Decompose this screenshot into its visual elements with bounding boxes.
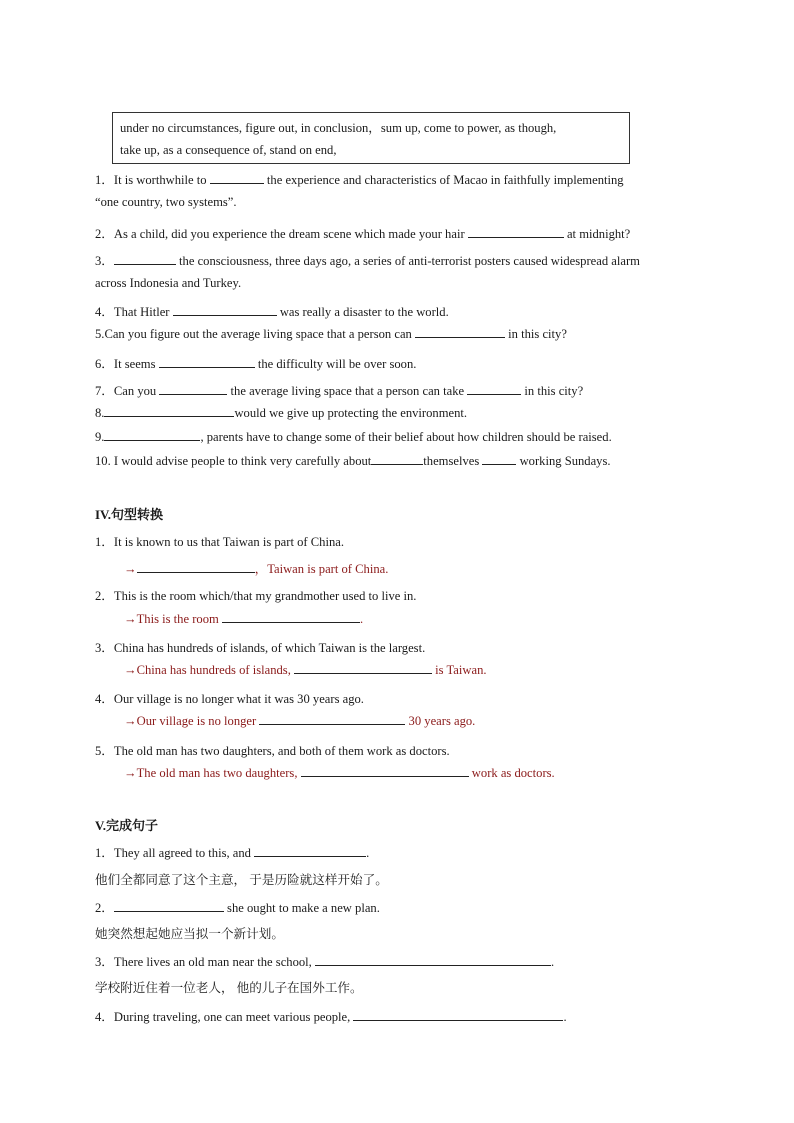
answer-blank[interactable] (482, 454, 516, 465)
transform-3: 3．China has hundreds of islands, of which Taiwan is the largest. (95, 641, 426, 655)
transform-2: 2．This is the room which/that my grandmother used to live in. (95, 589, 417, 603)
phrase-box-line-2: take up, as a consequence of, stand on end, (120, 143, 337, 157)
answer-blank[interactable] (259, 714, 405, 725)
answer-blank[interactable] (137, 562, 255, 573)
transform-4: 4．Our village is no longer what it was 30 years ago. (95, 692, 364, 706)
answer-blank[interactable] (210, 173, 264, 184)
answer-blank[interactable] (173, 305, 277, 316)
answer-blank[interactable] (468, 227, 564, 238)
question-8: 8. would we give up protecting the environment. (95, 406, 468, 420)
complete-2-chinese: 她突然想起她应当拟一个新计划。 (95, 927, 284, 941)
transform-1-answer: → ，Taiwan is part of China. (124, 562, 389, 576)
question-5: 5.Can you figure out the average living space that a person can in this city? (95, 327, 567, 341)
answer-blank[interactable] (159, 384, 227, 395)
complete-3: 3．There lives an old man near the school, . (95, 955, 555, 969)
answer-blank[interactable] (104, 430, 200, 441)
question-3: 3． the consciousness, three days ago, a series of anti-terrorist posters caused widespread alarm (95, 254, 640, 268)
answer-blank[interactable] (159, 357, 255, 368)
answer-blank[interactable] (114, 254, 176, 265)
question-1-cont: “one country, two systems”. (95, 195, 237, 209)
section-4-heading: IV.句型转换 (95, 507, 164, 522)
complete-4: 4．During traveling, one can meet various people, . (95, 1010, 567, 1024)
answer-blank[interactable] (114, 901, 224, 912)
transform-4-answer: →Our village is no longer 30 years ago. (124, 714, 476, 728)
question-10: 10. I would advise people to think very carefully about themselves working Sundays. (95, 454, 611, 468)
complete-1: 1．They all agreed to this, and . (95, 846, 370, 860)
phrase-box (112, 112, 630, 164)
section-5-heading: V.完成句子 (95, 818, 158, 833)
question-3-cont: across Indonesia and Turkey. (95, 276, 242, 290)
answer-blank[interactable] (371, 454, 423, 465)
question-1: 1．It is worthwhile to the experience and characteristics of Macao in faithfully implementing (95, 173, 624, 187)
question-4: 4．That Hitler was really a disaster to the world. (95, 305, 449, 319)
question-2: 2．As a child, did you experience the dream scene which made your hair at midnight? (95, 227, 631, 241)
answer-blank[interactable] (315, 955, 551, 966)
answer-blank[interactable] (467, 384, 521, 395)
phrase-box-line-1: under no circumstances, figure out, in conclusion，sum up, come to power, as though, (120, 121, 557, 135)
complete-2: 2． she ought to make a new plan. (95, 901, 380, 915)
transform-3-answer: →China has hundreds of islands, is Taiwan. (124, 663, 487, 677)
answer-blank[interactable] (353, 1010, 563, 1021)
question-9: 9. , parents have to change some of their belief about how children should be raised. (95, 430, 612, 444)
answer-blank[interactable] (301, 766, 469, 777)
answer-blank[interactable] (415, 327, 505, 338)
answer-blank[interactable] (294, 663, 432, 674)
answer-blank[interactable] (104, 406, 234, 417)
transform-5: 5．The old man has two daughters, and both of them work as doctors. (95, 744, 450, 758)
question-6: 6．It seems the difficulty will be over soon. (95, 357, 417, 371)
transform-2-answer: →This is the room . (124, 612, 364, 626)
answer-blank[interactable] (254, 846, 366, 857)
question-7: 7．Can you the average living space that a person can take in this city? (95, 384, 584, 398)
complete-1-chinese: 他们全都同意了这个主意， 于是历险就这样开始了。 (95, 873, 388, 887)
transform-1: 1．It is known to us that Taiwan is part of China. (95, 535, 344, 549)
transform-5-answer: →The old man has two daughters, work as doctors. (124, 766, 555, 780)
complete-3-chinese: 学校附近住着一位老人， 他的儿子在国外工作。 (95, 981, 363, 995)
answer-blank[interactable] (222, 612, 360, 623)
